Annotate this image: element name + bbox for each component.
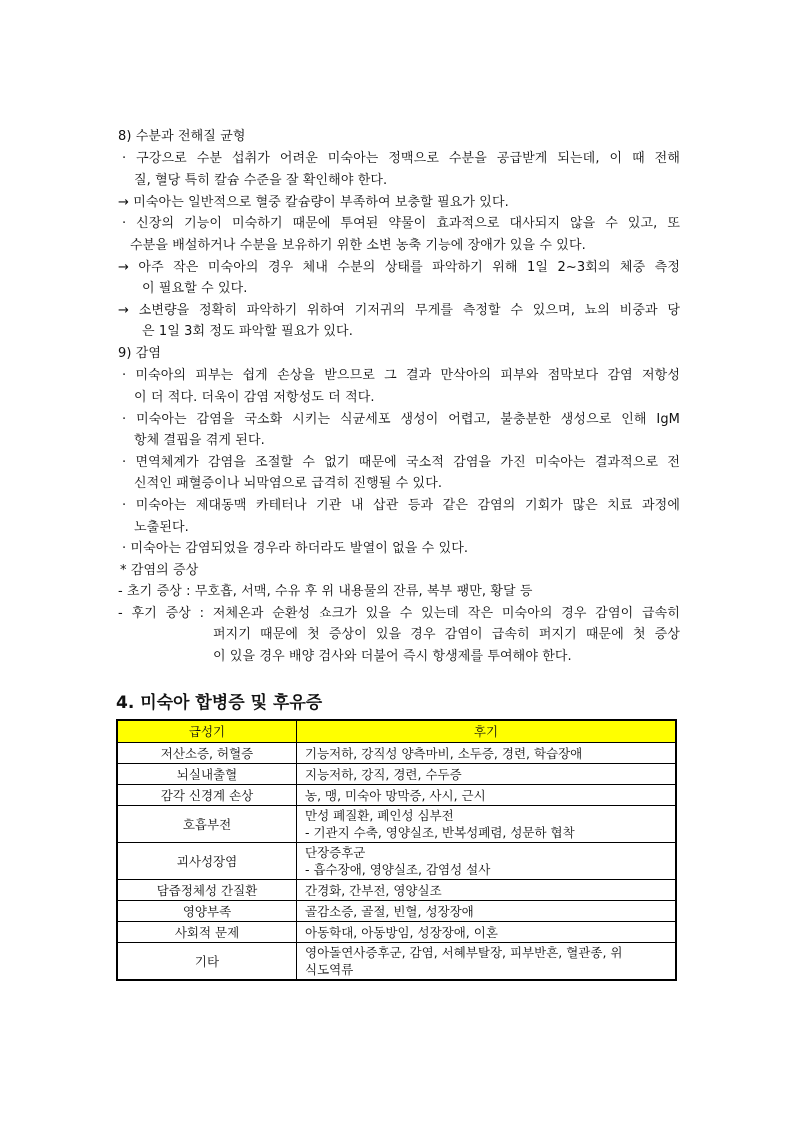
late-symptoms: - 후기 증상 : 저체온과 순환성 쇼크가 있을 수 있는데 작은 미숙아의 경우 감염이 급속히 — [118, 606, 680, 621]
header-late: 후기 — [297, 720, 677, 743]
late-cell-line: 식도역류 — [305, 962, 354, 977]
acute-cell: 호흡부전 — [117, 806, 297, 843]
section-9-line: · 미숙아는 감염을 국소화 시키는 식균세포 생성이 어렵고, 불충분한 생성으로 인해 IgM — [122, 412, 680, 427]
late-cell-line: - 기관지 수축, 영양실조, 반복성폐렴, 성문하 협착 — [305, 825, 575, 840]
late-cell: 지능저하, 강직, 경련, 수두증 — [297, 764, 677, 785]
table-row — [117, 922, 676, 943]
late-cell — [297, 843, 677, 880]
table-row — [117, 764, 676, 785]
section-8-line: → 미숙아는 일반적으로 혈중 칼슘량이 부족하여 보충할 필요가 있다. — [118, 195, 509, 210]
acute-cell: 사회적 문제 — [117, 922, 297, 943]
early-symptoms: - 초기 증상 : 무호흡, 서맥, 수유 후 위 내용물의 잔류, 복부 팽만, 황달 등 — [118, 584, 533, 599]
section-8-line: 수분을 배설하거나 수분을 보유하기 위한 소변 농축 기능에 장애가 있을 수 있다. — [130, 238, 586, 253]
section-8-line: → 아주 작은 미숙아의 경우 체내 수분의 상태를 파악하기 위해 1일 2~3회의 체중 측정 — [118, 260, 680, 275]
infection-symptoms-heading: * 감염의 증상 — [120, 563, 199, 578]
table-row — [117, 785, 676, 806]
late-cell: 간경화, 간부전, 영양실조 — [297, 880, 677, 901]
late-cell-line: 영아돌연사증후군, 감염, 서혜부탈장, 피부반흔, 혈관종, 위 — [305, 945, 623, 960]
late-cell-line: 단장증후군 — [305, 845, 366, 860]
section-9-line: 노출된다. — [134, 520, 189, 535]
complications-table — [116, 719, 677, 981]
acute-cell: 기타 — [117, 943, 297, 981]
section-8-line: · 신장의 기능이 미숙하기 때문에 투여된 약물이 효과적으로 대사되지 않을 수 있고, 또 — [122, 216, 680, 231]
section-8-line: 질, 혈당 특히 칼슘 수준을 잘 확인해야 한다. — [134, 173, 388, 188]
late-cell — [297, 943, 677, 981]
acute-cell: 감각 신경계 손상 — [117, 785, 297, 806]
section-8-heading: 8) 수분과 전해질 균형 — [118, 129, 246, 144]
table-row — [117, 843, 676, 880]
late-symptoms-cont: 퍼지기 때문에 첫 증상이 있을 경우 감염이 급속히 퍼지기 때문에 첫 증상 — [213, 627, 680, 642]
acute-cell: 영양부족 — [117, 901, 297, 922]
late-cell-line: - 흡수장애, 영양실조, 감염성 설사 — [305, 862, 491, 877]
section-8-line: · 구강으로 수분 섭취가 어려운 미숙아는 정맥으로 수분을 공급받게 되는데, 이 때 전해 — [122, 151, 680, 166]
section-9-line: · 면역체계가 감염을 조절할 수 없기 때문에 국소적 감염을 가진 미숙아는 결과적으로 전 — [122, 455, 680, 470]
acute-cell: 괴사성장염 — [117, 843, 297, 880]
late-cell: 기능저하, 강직성 양측마비, 소두증, 경련, 학습장애 — [297, 743, 677, 764]
acute-cell: 저산소증, 허혈증 — [117, 743, 297, 764]
table-row — [117, 901, 676, 922]
late-cell: 농, 맹, 미숙아 망막증, 사시, 근시 — [297, 785, 677, 806]
section-9-line: · 미숙아는 감염되었을 경우라 하더라도 발열이 없을 수 있다. — [122, 541, 469, 556]
section-8-line: → 소변량을 정확히 파악하기 위하여 기저귀의 무게를 측정할 수 있으며, 뇨의 비중과 당 — [118, 303, 680, 318]
acute-cell: 담즙정체성 간질환 — [117, 880, 297, 901]
late-symptoms-cont: 이 있을 경우 배양 검사와 더불어 즉시 항생제를 투여해야 한다. — [213, 649, 572, 664]
section-9-line: 신적인 패혈증이나 뇌막염으로 급격히 진행될 수 있다. — [134, 476, 443, 491]
section-9-line: 이 더 적다. 더욱이 감염 저항성도 더 적다. — [134, 390, 375, 405]
table-row — [117, 806, 676, 843]
acute-cell: 뇌실내출혈 — [117, 764, 297, 785]
section-8-line: 이 필요할 수 있다. — [142, 281, 248, 296]
late-cell: 아동학대, 아동방임, 성장장애, 이혼 — [297, 922, 677, 943]
table-row — [117, 880, 676, 901]
late-cell: 골감소증, 골절, 빈혈, 성장장애 — [297, 901, 677, 922]
header-acute: 급성기 — [117, 720, 297, 743]
section-9-heading: 9) 감염 — [118, 346, 162, 361]
late-cell — [297, 806, 677, 843]
section-9-line: · 미숙아는 제대동맥 카테터나 기관 내 삽관 등과 같은 감염의 기회가 많은 치료 과정에 — [122, 498, 680, 513]
table-row — [117, 943, 676, 981]
table-header-row — [117, 720, 676, 743]
section-9-line: · 미숙아의 피부는 쉽게 손상을 받으므로 그 결과 만삭아의 피부와 점막보다 감염 저항성 — [122, 368, 680, 383]
section-title: 4. 미숙아 합병증 및 후유증 — [116, 693, 323, 713]
table-row — [117, 743, 676, 764]
section-9-line: 항체 결핍을 겪게 된다. — [134, 433, 265, 448]
late-cell-line: 만성 폐질환, 폐인성 심부전 — [305, 808, 454, 823]
section-8-line: 은 1일 3회 정도 파악할 필요가 있다. — [142, 324, 353, 339]
